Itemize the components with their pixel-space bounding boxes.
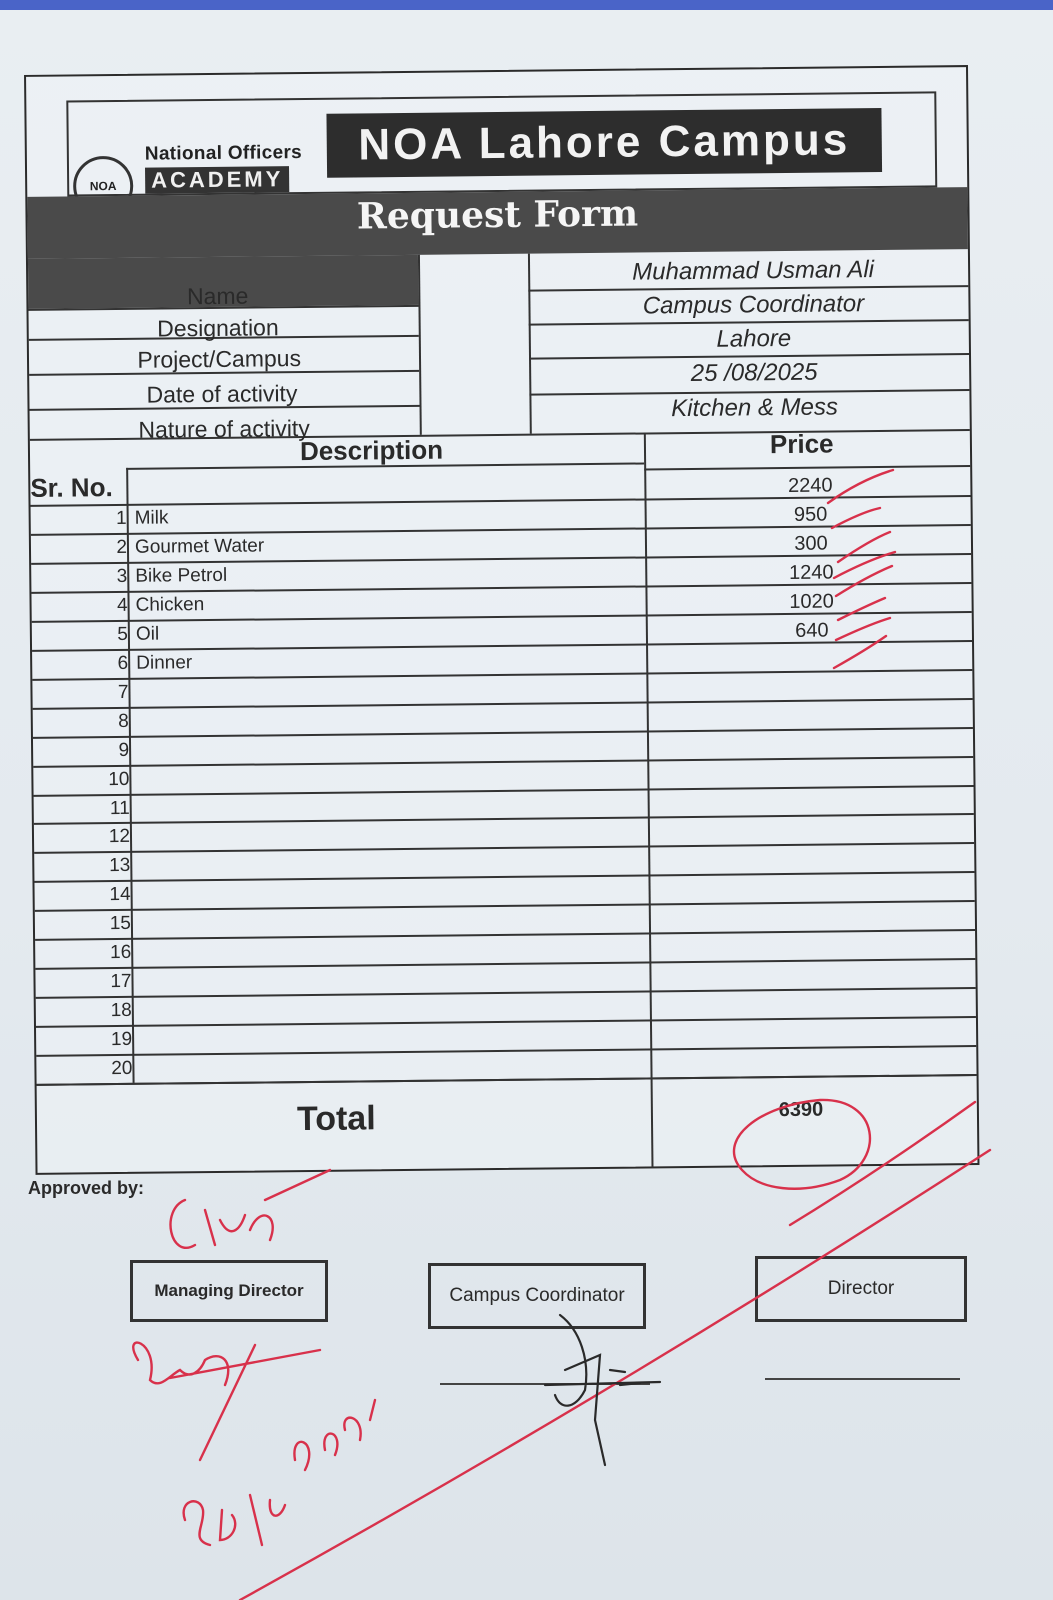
total-label: Total [296, 1099, 376, 1139]
signature-line-director [765, 1378, 960, 1380]
row-price [656, 1023, 976, 1026]
row-price [656, 994, 976, 997]
table-row-line [34, 785, 974, 797]
row-price [654, 849, 974, 852]
price-header: Price [769, 428, 834, 460]
row-number: 8 [118, 710, 129, 732]
director-box: Director [755, 1256, 967, 1322]
row-number: 7 [117, 681, 129, 703]
form-title: Request Form [356, 192, 639, 238]
value-name: Muhammad Usman Ali [632, 256, 875, 286]
row-number: 1 [115, 507, 127, 530]
campus-title: NOA Lahore Campus [326, 108, 882, 178]
table-row-line [35, 900, 975, 912]
table-row-line [34, 813, 974, 825]
row-price [654, 820, 974, 823]
table-row-line [33, 727, 973, 739]
row-number: 13 [109, 854, 131, 877]
director-signature [133, 1343, 320, 1460]
signature-line-coordinator [440, 1383, 650, 1385]
row-price: 300 [794, 532, 828, 555]
date-writing [184, 1400, 375, 1545]
row-number: 9 [118, 739, 130, 761]
row-number: 2 [116, 536, 128, 559]
approver-initials [171, 1170, 330, 1248]
row-price [653, 705, 973, 708]
field-divider-1 [418, 255, 422, 435]
table-line [644, 465, 970, 470]
row-number: 17 [110, 970, 132, 993]
request-form-sheet [24, 65, 979, 1175]
description-header: Description [299, 434, 444, 467]
label-name: Name [186, 282, 249, 310]
value-designation: Campus Coordinator [642, 290, 865, 320]
row-number: 16 [109, 941, 132, 964]
table-row-line [36, 987, 976, 999]
row-price: 1240 [788, 561, 834, 584]
row-price [655, 907, 975, 910]
value-nature-of-activity: Kitchen & Mess [671, 393, 839, 423]
approved-by-label: Approved by: [28, 1178, 145, 1198]
row-price [652, 676, 972, 679]
value-project-campus: Lahore [716, 324, 792, 353]
label-designation: Designation [157, 314, 279, 342]
row-description: Milk [134, 507, 169, 529]
table-row-line [36, 1045, 976, 1057]
table-row-line [33, 756, 973, 768]
row-description: Oil [135, 623, 160, 645]
coordinator-signature [545, 1315, 660, 1465]
table-row-line [35, 929, 975, 941]
table-row-line [33, 698, 973, 710]
managing-director-box: Managing Director [130, 1260, 328, 1322]
total-value: 6390 [778, 1098, 824, 1122]
table-line [37, 1074, 977, 1086]
row-price: 1020 [789, 590, 834, 613]
row-price [653, 734, 973, 737]
row-price: 2240 [788, 474, 833, 497]
form-frame [24, 65, 979, 1175]
row-price [653, 763, 973, 766]
row-number: 6 [117, 652, 129, 674]
row-number: 11 [109, 797, 130, 820]
row-price [652, 647, 972, 650]
org-name-line2: ACADEMY [145, 166, 289, 194]
diagonal-strike [240, 1150, 990, 1600]
table-row-line [34, 871, 974, 883]
row-price: 640 [795, 619, 829, 642]
row-number: 3 [116, 565, 128, 587]
seal-icon: NOA [73, 156, 134, 217]
campus-coordinator-box: Campus Coordinator [428, 1263, 646, 1329]
org-name-line1: National Officers [144, 142, 303, 165]
row-price [655, 936, 975, 939]
table-row-line [35, 958, 975, 970]
row-number: 19 [110, 1028, 133, 1051]
row-price [655, 878, 975, 881]
row-price: 950 [793, 503, 828, 526]
row-number: 18 [110, 999, 132, 1022]
row-number: 5 [117, 623, 128, 645]
sr-no-header: Sr. No. [30, 472, 113, 503]
row-description: Bike Petrol [135, 564, 228, 587]
row-number: 20 [111, 1057, 133, 1080]
row-number: 10 [108, 768, 130, 791]
row-number: 12 [108, 825, 131, 848]
field-divider-2 [528, 254, 532, 434]
row-description: Dinner [136, 652, 193, 674]
label-date-of-activity: Date of activity [146, 380, 298, 408]
row-number: 15 [109, 912, 132, 935]
row-price [655, 965, 975, 968]
table-row-line [34, 842, 974, 854]
table-row-line [36, 1016, 976, 1028]
row-number: 14 [109, 883, 131, 906]
row-number: 4 [116, 594, 128, 616]
row-description: Gourmet Water [134, 535, 265, 558]
top-color-strip [0, 0, 1053, 10]
label-project-campus: Project/Campus [137, 345, 302, 373]
value-date-of-activity: 25 /08/2025 [690, 358, 818, 387]
row-price [654, 791, 974, 794]
row-description: Chicken [135, 594, 205, 616]
label-nature-of-activity: Nature of activity [138, 414, 310, 443]
